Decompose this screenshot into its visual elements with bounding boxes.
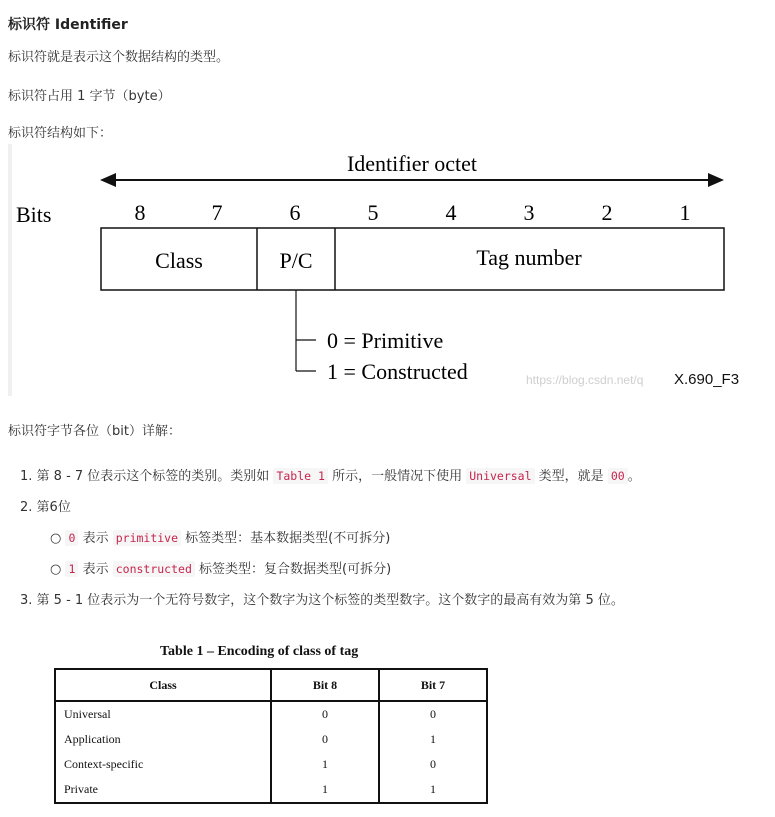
inline-code: 00 <box>608 468 628 484</box>
column-header: Class <box>55 669 271 701</box>
arrow-left-head <box>100 173 116 187</box>
list-number: 3. <box>20 593 33 608</box>
list-text: 类型，就是 <box>538 469 604 484</box>
diagram-title: Identifier octet <box>346 151 478 176</box>
list-text: 第 5 - 1 位表示为一个无符号数字，这个数字为这个标签的类型数字。这个数字的最高有效为第 5 位。 <box>36 593 624 608</box>
arrow-right-head <box>708 173 724 187</box>
watermark: https://blog.csdn.net/q <box>526 373 644 387</box>
table-cell: Universal <box>55 701 271 727</box>
table-header-row <box>55 669 487 701</box>
list-text: 表示 <box>82 562 109 577</box>
list-item <box>20 589 624 608</box>
list-text: 表示 <box>82 531 109 546</box>
bits-label: Bits <box>16 202 52 227</box>
table-row <box>55 752 487 777</box>
bit-number: 2 <box>601 200 613 225</box>
inline-code: Universal <box>466 468 534 484</box>
list-text: 。 <box>627 469 641 484</box>
table-cell: 1 <box>271 752 379 777</box>
table-cell: 0 <box>379 701 487 727</box>
identifier-octet-figure <box>8 144 753 396</box>
table-cell: 1 <box>271 777 379 803</box>
paragraph-size: 标识符占用 1 字节（byte） <box>8 89 171 104</box>
table-cell: Context-specific <box>55 752 271 777</box>
table-cell: 0 <box>271 701 379 727</box>
list-item <box>20 465 641 484</box>
list-number: 2. <box>20 500 33 515</box>
tag-number-cell-label: Tag number <box>476 245 582 270</box>
list-item <box>20 496 71 515</box>
constructed-option: 1 = Constructed <box>327 359 468 384</box>
bit-number: 4 <box>445 200 457 225</box>
column-header: Bit 7 <box>379 669 487 701</box>
bit-number: 3 <box>523 200 535 225</box>
class-encoding-table <box>54 668 488 804</box>
bit-number: 7 <box>211 200 223 225</box>
bullet-icon: ○ <box>50 562 62 577</box>
table-cell: 1 <box>379 777 487 803</box>
list-text: 所示，一般情况下使用 <box>332 469 463 484</box>
table-cell: Private <box>55 777 271 803</box>
bullet-icon: ○ <box>50 531 62 546</box>
table-row <box>55 727 487 752</box>
identifier-octet-diagram <box>8 144 753 396</box>
sub-list-item <box>50 527 390 546</box>
list-text: 第6位 <box>36 500 71 515</box>
column-header: Bit 8 <box>271 669 379 701</box>
inline-code: 1 <box>65 561 78 577</box>
list-text: 标签类型：复合数据类型(可拆分) <box>199 562 392 577</box>
figure-reference: X.690_F3 <box>674 371 740 388</box>
inline-code: 0 <box>65 530 78 546</box>
table-cell: 0 <box>379 752 487 777</box>
table-cell: Application <box>55 727 271 752</box>
inline-code: primitive <box>113 530 181 546</box>
pc-cell-label: P/C <box>279 248 313 273</box>
figure-left-edge <box>8 144 12 396</box>
table-row <box>55 777 487 803</box>
class-cell-label: Class <box>155 248 203 273</box>
list-text: 标签类型：基本数据类型(不可拆分) <box>185 531 391 546</box>
list-text: 第 8 - 7 位表示这个标签的类别。类别如 <box>36 469 270 484</box>
table-cell: 0 <box>271 727 379 752</box>
primitive-option: 0 = Primitive <box>327 328 444 353</box>
list-number: 1. <box>20 469 33 484</box>
paragraph-intro: 标识符就是表示这个数据结构的类型。 <box>8 50 230 65</box>
class-encoding-table-figure <box>0 630 775 817</box>
section-heading: 标识符 Identifier <box>8 17 128 33</box>
bit-number: 5 <box>367 200 379 225</box>
table-cell: 1 <box>379 727 487 752</box>
sub-list-item <box>50 558 391 577</box>
paragraph-structure: 标识符结构如下： <box>8 126 113 141</box>
table-row <box>55 701 487 727</box>
detail-heading: 标识符字节各位（bit）详解： <box>8 424 181 439</box>
table-caption: Table 1 – Encoding of class of tag <box>160 644 359 659</box>
inline-code: Table 1 <box>273 468 327 484</box>
inline-code: constructed <box>113 561 195 577</box>
bit-number: 6 <box>289 200 301 225</box>
bit-number: 8 <box>134 200 146 225</box>
bit-number: 1 <box>679 200 691 225</box>
